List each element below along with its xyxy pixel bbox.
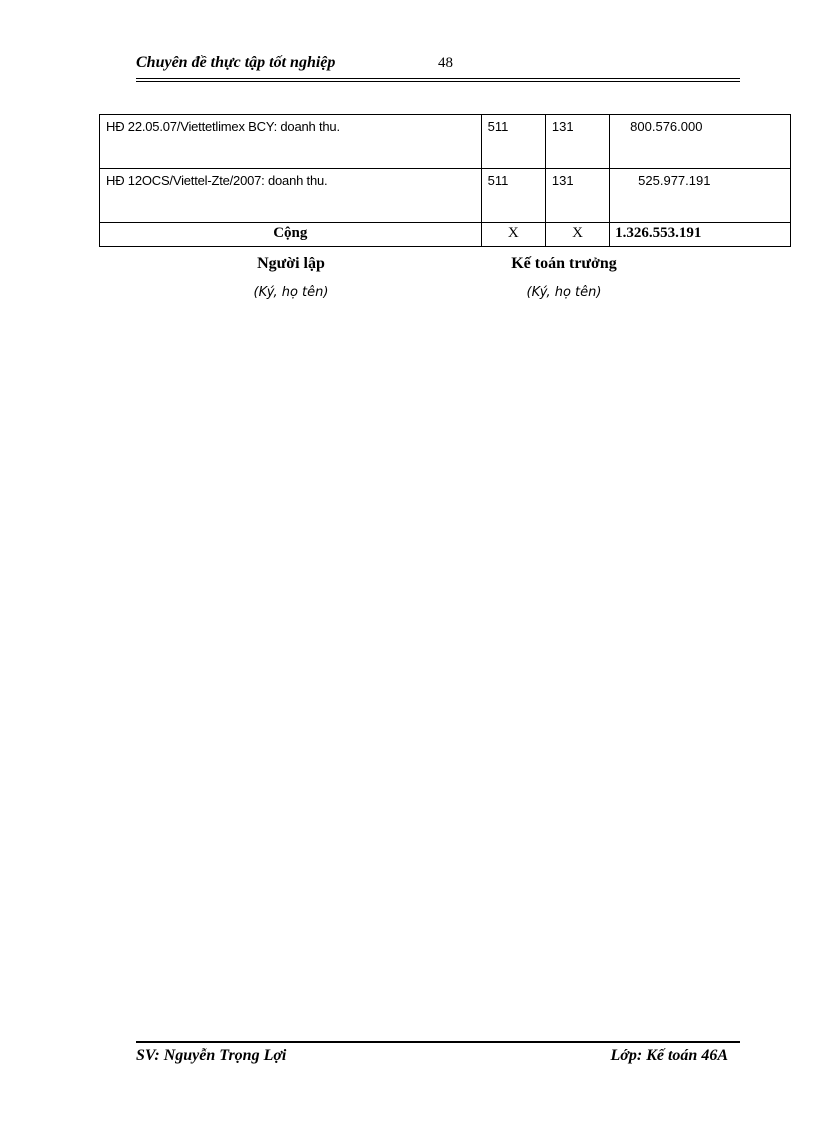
row-debit-account: 511	[481, 115, 545, 169]
total-debit-mark: X	[481, 223, 545, 247]
preparer-sign-hint: (Ký, họ tên)	[253, 285, 329, 300]
row-credit-account: 131	[545, 169, 609, 223]
table-row	[100, 169, 791, 223]
page-number: 48	[438, 55, 453, 71]
chief-accountant-sign-hint: (Ký, họ tên)	[526, 285, 602, 300]
chief-accountant-role: Kế toán trưởng	[511, 255, 617, 272]
row-debit-account: 511	[481, 169, 545, 223]
header-rule	[136, 78, 740, 79]
preparer-role: Người lập	[257, 255, 325, 272]
chief-accountant-signature-block	[489, 255, 639, 300]
footer-rule	[136, 1041, 740, 1043]
total-amount: 1.326.553.191	[610, 223, 791, 247]
preparer-signature-block	[226, 255, 356, 300]
total-row	[100, 223, 791, 247]
class-name: Lớp: Kế toán 46A	[610, 1047, 728, 1064]
row-description: HĐ 22.05.07/Viettetlimex BCY: doanh thu.	[100, 115, 482, 169]
row-amount: 800.576.000	[610, 115, 791, 169]
row-credit-account: 131	[545, 115, 609, 169]
row-amount: 525.977.191	[610, 169, 791, 223]
table-row	[100, 115, 791, 169]
total-label: Cộng	[100, 223, 482, 247]
student-name: SV: Nguyễn Trọng Lợi	[136, 1047, 287, 1064]
header-rule-double	[136, 81, 740, 82]
row-description: HĐ 12OCS/Viettel-Zte/2007: doanh thu.	[100, 169, 482, 223]
total-credit-mark: X	[545, 223, 609, 247]
page-header	[136, 54, 740, 76]
ledger-table	[99, 114, 791, 247]
document-title: Chuyên đề thực tập tốt nghiệp	[136, 54, 336, 71]
